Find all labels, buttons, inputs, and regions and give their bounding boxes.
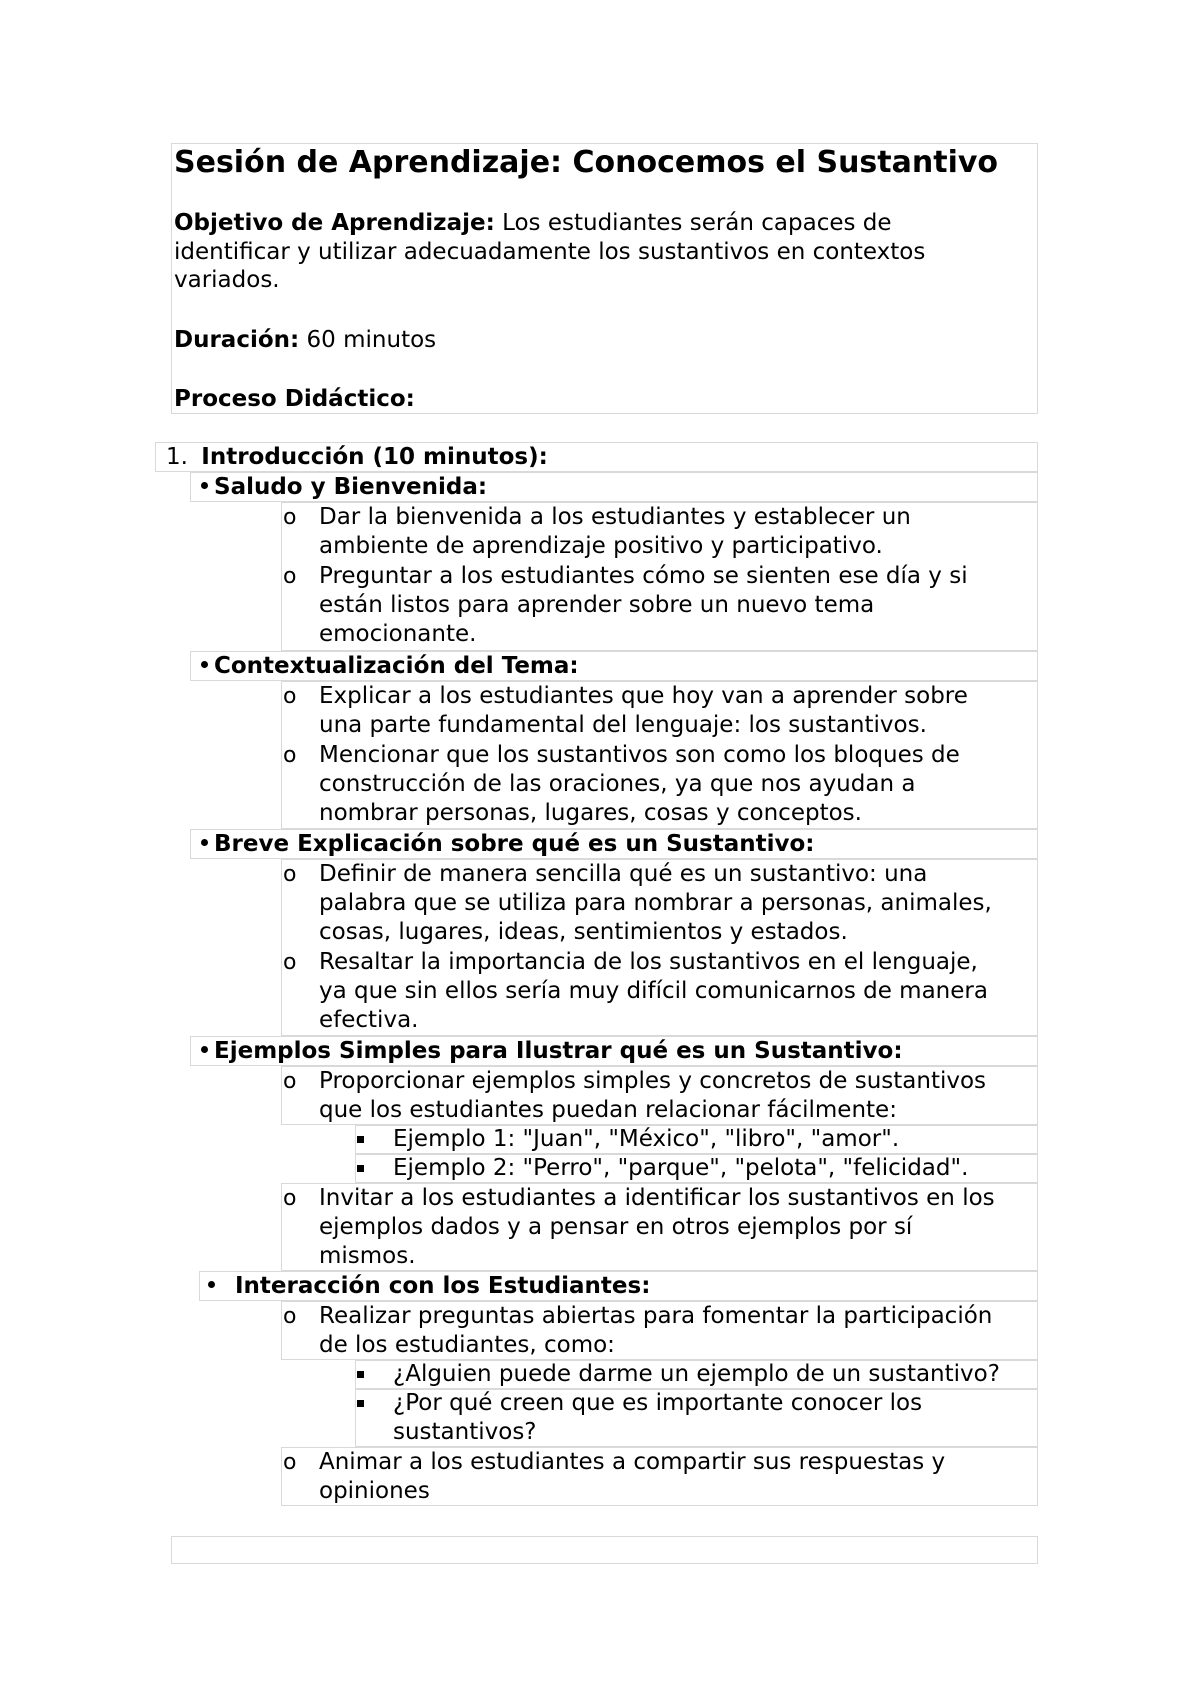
item-line: ejemplos dados y a pensar en otros ejemplos por sí bbox=[319, 1214, 913, 1240]
item-line: están listos para aprender sobre un nuevo tema bbox=[319, 592, 875, 618]
square-bullet-icon bbox=[357, 1400, 364, 1407]
square-bullet-icon bbox=[357, 1371, 364, 1378]
subsection-title: Interacción con los Estudiantes: bbox=[208, 1272, 650, 1301]
item-line: ya que sin ellos sería muy difícil comunicarnos de manera bbox=[319, 978, 988, 1004]
hollow-circle-bullet-icon: o bbox=[283, 1304, 297, 1329]
item-line: emocionante. bbox=[319, 621, 477, 647]
filled-circle-bullet-icon bbox=[201, 1046, 208, 1053]
page-title: Sesión de Aprendizaje: Conocemos el Sustantivo bbox=[174, 145, 999, 180]
filled-circle-bullet-icon bbox=[201, 661, 208, 668]
item-line: Resaltar la importancia de los sustantivos en el lenguaje, bbox=[319, 949, 978, 975]
empty-box bbox=[171, 1536, 1038, 1564]
item-line: que los estudiantes puedan relacionar fácilmente: bbox=[319, 1097, 897, 1123]
section-number: 1. bbox=[166, 444, 188, 470]
hollow-circle-bullet-icon: o bbox=[283, 684, 297, 709]
item-line: ambiente de aprendizaje positivo y participativo. bbox=[319, 533, 883, 559]
item-line: mismos. bbox=[319, 1243, 416, 1269]
subitem-line: Ejemplo 1: "Juan", "México", "libro", "amor". bbox=[393, 1126, 900, 1152]
duration-value: 60 minutos bbox=[306, 327, 437, 353]
objective-line-3: variados. bbox=[174, 267, 280, 293]
item-line: Dar la bienvenida a los estudiantes y establecer un bbox=[319, 504, 911, 530]
subitem-line: ¿Por qué creen que es importante conocer los bbox=[393, 1390, 923, 1416]
hollow-circle-bullet-icon: o bbox=[283, 505, 297, 530]
filled-circle-bullet-icon bbox=[201, 839, 208, 846]
subsection-title: Breve Explicación sobre qué es un Sustantivo: bbox=[201, 830, 815, 859]
subsection-title: Contextualización del Tema: bbox=[201, 652, 579, 681]
duration-line bbox=[174, 326, 436, 355]
item-line: Invitar a los estudiantes a identificar los sustantivos en los bbox=[319, 1185, 995, 1211]
subsection-title: Saludo y Bienvenida: bbox=[201, 473, 487, 502]
item-line: Preguntar a los estudiantes cómo se sienten ese día y si bbox=[319, 563, 968, 589]
hollow-circle-bullet-icon: o bbox=[283, 950, 297, 975]
hollow-circle-bullet-icon: o bbox=[283, 1450, 297, 1475]
item-line: Definir de manera sencilla qué es un sustantivo: una bbox=[319, 861, 928, 887]
hollow-circle-bullet-icon: o bbox=[283, 1069, 297, 1094]
filled-circle-bullet-icon bbox=[201, 482, 208, 489]
item-line: construcción de las oraciones, ya que nos ayudan a bbox=[319, 771, 916, 797]
item-line: cosas, lugares, ideas, sentimientos y estados. bbox=[319, 919, 848, 945]
filled-circle-bullet-icon bbox=[208, 1281, 215, 1288]
hollow-circle-bullet-icon: o bbox=[283, 564, 297, 589]
item-line: efectiva. bbox=[319, 1007, 419, 1033]
process-label: Proceso Didáctico: bbox=[174, 386, 415, 412]
item-line: nombrar personas, lugares, cosas y conceptos. bbox=[319, 800, 862, 826]
item-line: Proporcionar ejemplos simples y concretos de sustantivos bbox=[319, 1068, 987, 1094]
item-line: Mencionar que los sustantivos son como los bloques de bbox=[319, 742, 960, 768]
subsection-title: Ejemplos Simples para Ilustrar qué es un Sustantivo: bbox=[201, 1037, 903, 1066]
item-line: palabra que se utiliza para nombrar a personas, animales, bbox=[319, 890, 992, 916]
header-box bbox=[171, 143, 1038, 414]
hollow-circle-bullet-icon: o bbox=[283, 743, 297, 768]
hollow-circle-bullet-icon: o bbox=[283, 1186, 297, 1211]
subitem-line: Ejemplo 2: "Perro", "parque", "pelota", "felicidad". bbox=[393, 1155, 969, 1181]
item-line: una parte fundamental del lenguaje: los sustantivos. bbox=[319, 712, 927, 738]
item-line: Explicar a los estudiantes que hoy van a aprender sobre bbox=[319, 683, 968, 709]
objective-label: Objetivo de Aprendizaje: bbox=[174, 210, 495, 236]
square-bullet-icon bbox=[357, 1165, 364, 1172]
hollow-circle-bullet-icon: o bbox=[283, 862, 297, 887]
objective-line-2: identificar y utilizar adecuadamente los sustantivos en contextos bbox=[174, 239, 926, 265]
subitem-line: sustantivos? bbox=[393, 1419, 537, 1445]
objective-line-1 bbox=[174, 209, 892, 238]
item-line: Animar a los estudiantes a compartir sus respuestas y bbox=[319, 1449, 946, 1475]
duration-label: Duración: bbox=[174, 327, 300, 353]
objective-text-1: Los estudiantes serán capaces de bbox=[502, 210, 892, 236]
item-line: Realizar preguntas abiertas para fomentar la participación bbox=[319, 1303, 993, 1329]
section-title: Introducción (10 minutos): bbox=[201, 444, 548, 470]
square-bullet-icon bbox=[357, 1136, 364, 1143]
subitem-line: ¿Alguien puede darme un ejemplo de un sustantivo? bbox=[393, 1361, 1000, 1387]
item-line: opiniones bbox=[319, 1478, 430, 1504]
section-heading bbox=[166, 443, 548, 472]
item-line: de los estudiantes, como: bbox=[319, 1332, 615, 1358]
